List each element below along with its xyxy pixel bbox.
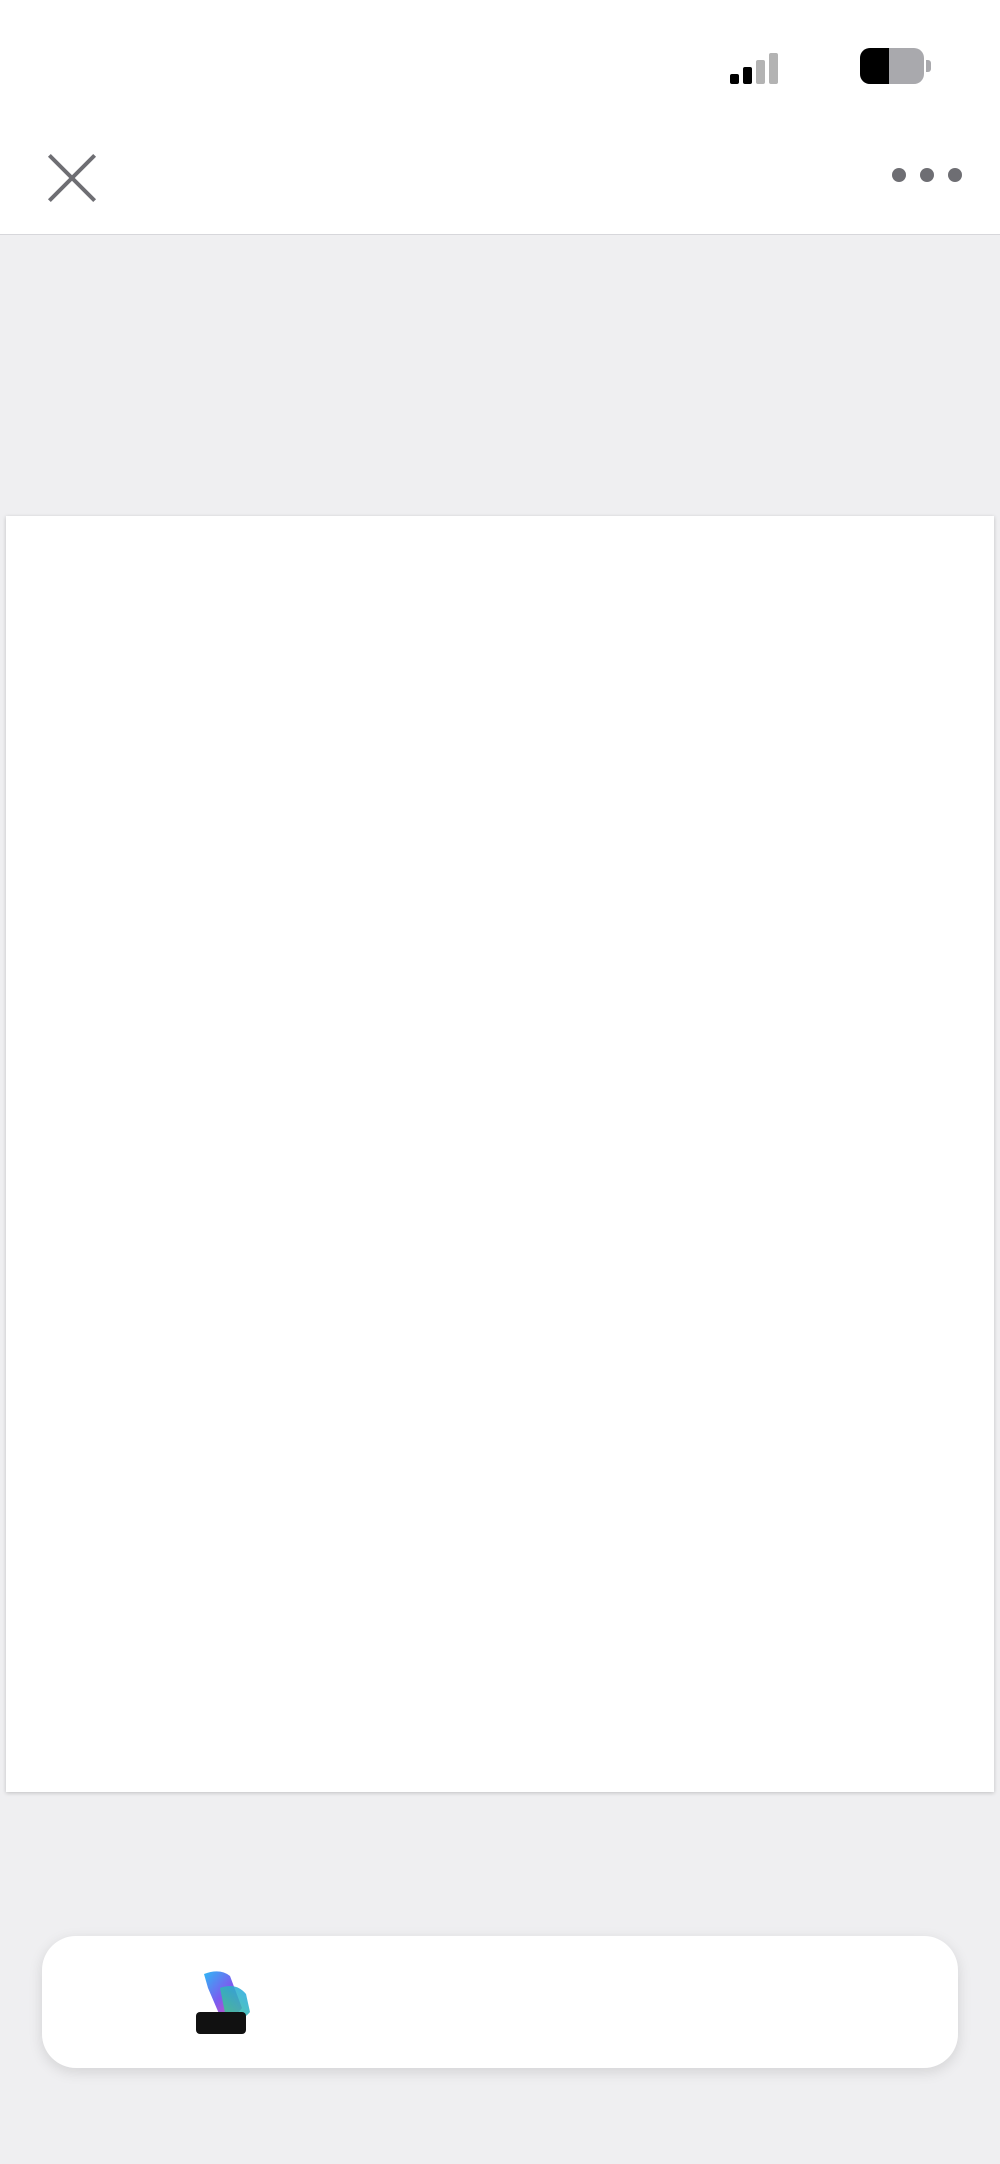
status-bar: [0, 0, 1000, 130]
open-in-copilot-button[interactable]: [42, 1936, 958, 2068]
m365-copilot-logo-icon: [190, 1968, 258, 2036]
battery-icon: [860, 48, 924, 84]
battery-tip: [926, 60, 931, 72]
viewer-header: [0, 130, 1000, 235]
pdf-page[interactable]: [6, 516, 994, 1792]
cellular-signal-icon: [730, 52, 782, 84]
more-options-icon[interactable]: [892, 168, 962, 182]
close-icon[interactable]: [44, 150, 100, 206]
